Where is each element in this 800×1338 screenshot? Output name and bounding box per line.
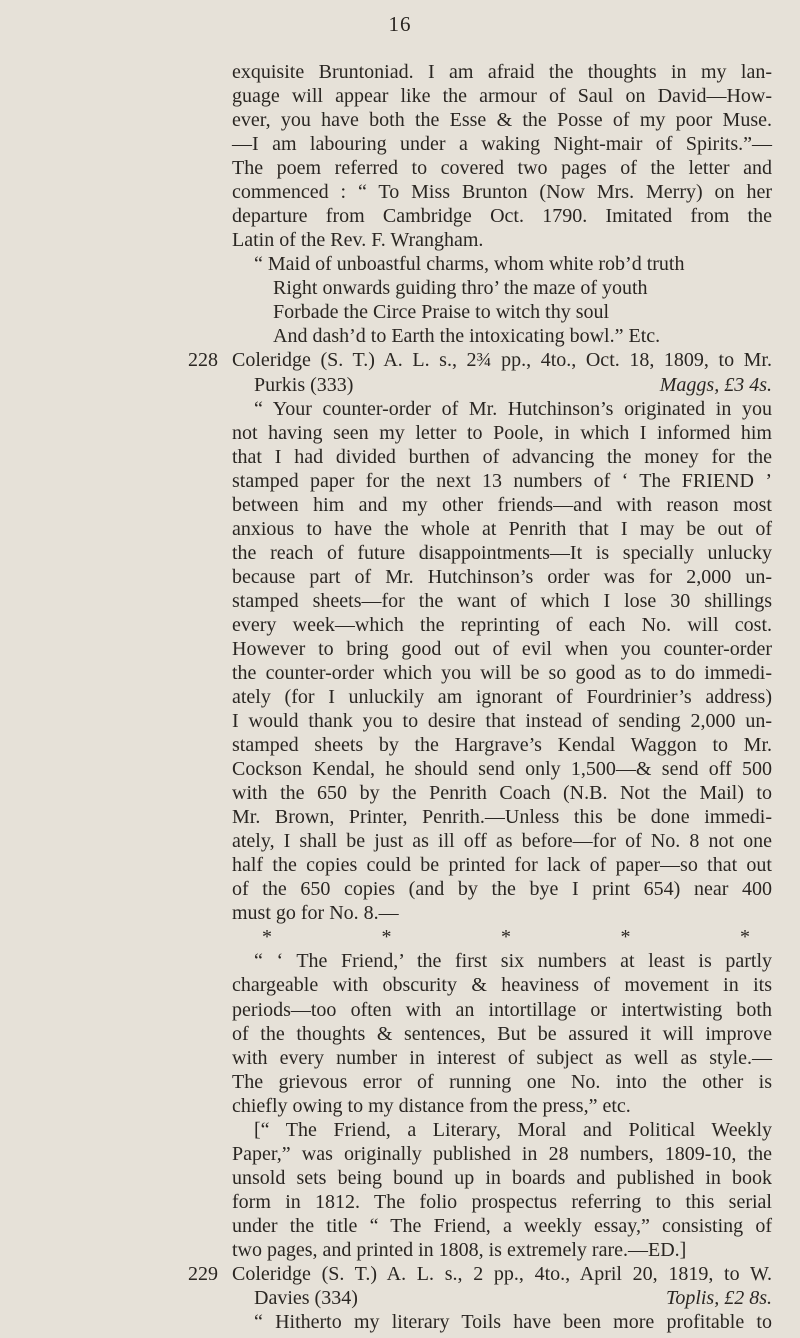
text-line: Mr. Brown, Printer, Penrith.—Unless this be done immedi- xyxy=(232,806,772,828)
editorial-note-line: two pages, and printed in 1808, is extremely rare.—ED.] xyxy=(232,1239,687,1261)
poem-line: And dash’d to Earth the intoxicating bowl.” Etc. xyxy=(273,325,661,347)
text-line: Latin of the Rev. F. Wrangham. xyxy=(232,229,484,251)
text-line: the counter-order which you will be so good as to do immedi- xyxy=(232,662,772,684)
entry-number: 228 xyxy=(188,349,218,371)
entry-number: 229 xyxy=(188,1263,218,1285)
text-line: guage will appear like the armour of Saul on David—How- xyxy=(232,85,772,107)
dealer-price: Maggs, £3 4s. xyxy=(659,374,772,396)
text-line: every week—which the reprinting of each No. will cost. xyxy=(232,614,772,636)
asterisk: * xyxy=(262,926,272,948)
text-line: —I am labouring under a waking Night-mair of Spirits.”— xyxy=(232,133,772,155)
text-line: stamped sheets by the Hargrave’s Kendal Waggon to Mr. xyxy=(232,734,772,756)
asterisk: * xyxy=(740,926,750,948)
text-line: of the 650 copies (and by the bye I print 654) near 400 xyxy=(232,878,772,900)
catalogue-reference: Purkis (333) xyxy=(254,374,354,396)
text-line: the reach of future disappointments—It is specially unlucky xyxy=(232,542,772,564)
text-line: chiefly owing to my distance from the press,” etc. xyxy=(232,1095,631,1117)
text-line: “ ‘ The Friend,’ the first six numbers at least is partly xyxy=(254,950,772,972)
text-line: “ Your counter-order of Mr. Hutchinson’s originated in you xyxy=(254,398,772,420)
text-line: not having seen my letter to Poole, in which I informed him xyxy=(232,422,772,444)
page-number: 16 xyxy=(388,12,412,36)
text-line: The poem referred to covered two pages of the letter and xyxy=(232,157,772,179)
editorial-note-line: unsold sets being bound up in boards and published in book xyxy=(232,1167,772,1189)
text-line: between him and my other friends—and with reason most xyxy=(232,494,772,516)
editorial-note-line: form in 1812. The folio prospectus referring to this serial xyxy=(232,1191,772,1213)
editorial-note-line: [“ The Friend, a Literary, Moral and Political Weekly xyxy=(254,1119,772,1141)
text-line: periods—too often with an intortillage or intertwisting both xyxy=(232,999,772,1021)
text-line: stamped sheets—for the want of which I lose 30 shillings xyxy=(232,590,772,612)
text-line: stamped paper for the next 13 numbers of ‘ The FRIEND ’ xyxy=(232,470,772,492)
poem-line: Right onwards guiding thro’ the maze of youth xyxy=(273,277,648,299)
editorial-note-line: Paper,” was originally published in 28 numbers, 1809-10, the xyxy=(232,1143,772,1165)
text-line: The grievous error of running one No. into the other is xyxy=(232,1071,772,1093)
text-line: must go for No. 8.— xyxy=(232,902,399,924)
poem-line: Forbade the Circe Praise to witch thy soul xyxy=(273,301,610,323)
entry-heading: Coleridge (S. T.) A. L. s., 2¾ pp., 4to., Oct. 18, 1809, to Mr. xyxy=(232,349,772,371)
text-line: that I had divided burthen of advancing the money for the xyxy=(232,446,772,468)
text-line: ately (for I unluckily am ignorant of Fourdrinier’s address) xyxy=(232,686,772,708)
text-line: chargeable with obscurity & heaviness of movement in its xyxy=(232,974,772,996)
text-line: with every number in interest of subject as well as style.— xyxy=(232,1047,772,1069)
asterisk: * xyxy=(620,926,631,948)
entry-heading: Coleridge (S. T.) A. L. s., 2 pp., 4to., April 20, 1819, to W. xyxy=(232,1263,772,1285)
text-line: I would thank you to desire that instead of sending 2,000 un- xyxy=(232,710,772,732)
asterisk: * xyxy=(381,926,392,948)
catalogue-reference: Davies (334) xyxy=(254,1287,358,1309)
text-line: Cockson Kendal, he should send only 1,500—& send off 500 xyxy=(232,758,772,780)
text-line: “ Hitherto my literary Toils have been more profitable to xyxy=(254,1311,772,1333)
text-line: departure from Cambridge Oct. 1790. Imitated from the xyxy=(232,205,772,227)
text-line: exquisite Bruntoniad. I am afraid the thoughts in my lan- xyxy=(232,61,772,83)
poem-line: “ Maid of unboastful charms, whom white rob’d truth xyxy=(254,253,685,275)
text-line: commenced : “ To Miss Brunton (Now Mrs. Merry) on her xyxy=(232,181,772,203)
text-line: because part of Mr. Hutchinson’s order was for 2,000 un- xyxy=(232,566,772,588)
asterisk: * xyxy=(501,926,511,948)
dealer-price: Toplis, £2 8s. xyxy=(666,1287,772,1309)
text-line: anxious to have the whole at Penrith that I may be out of xyxy=(232,518,772,540)
text-line: with the 650 by the Penrith Coach (N.B. Not the Mail) to xyxy=(232,782,772,804)
text-line: ately, I shall be just as ill off as before—for of No. 8 not one xyxy=(232,830,772,852)
editorial-note-line: under the title “ The Friend, a weekly essay,” consisting of xyxy=(232,1215,772,1237)
text-line: However to bring good out of evil when you counter-order xyxy=(232,638,772,660)
text-line: ever, you have both the Esse & the Posse of my poor Muse. xyxy=(232,109,772,131)
text-line: half the copies could be printed for lack of paper—so that out xyxy=(232,854,772,876)
text-line: of the thoughts & sentences, But be assured it will improve xyxy=(232,1023,772,1045)
